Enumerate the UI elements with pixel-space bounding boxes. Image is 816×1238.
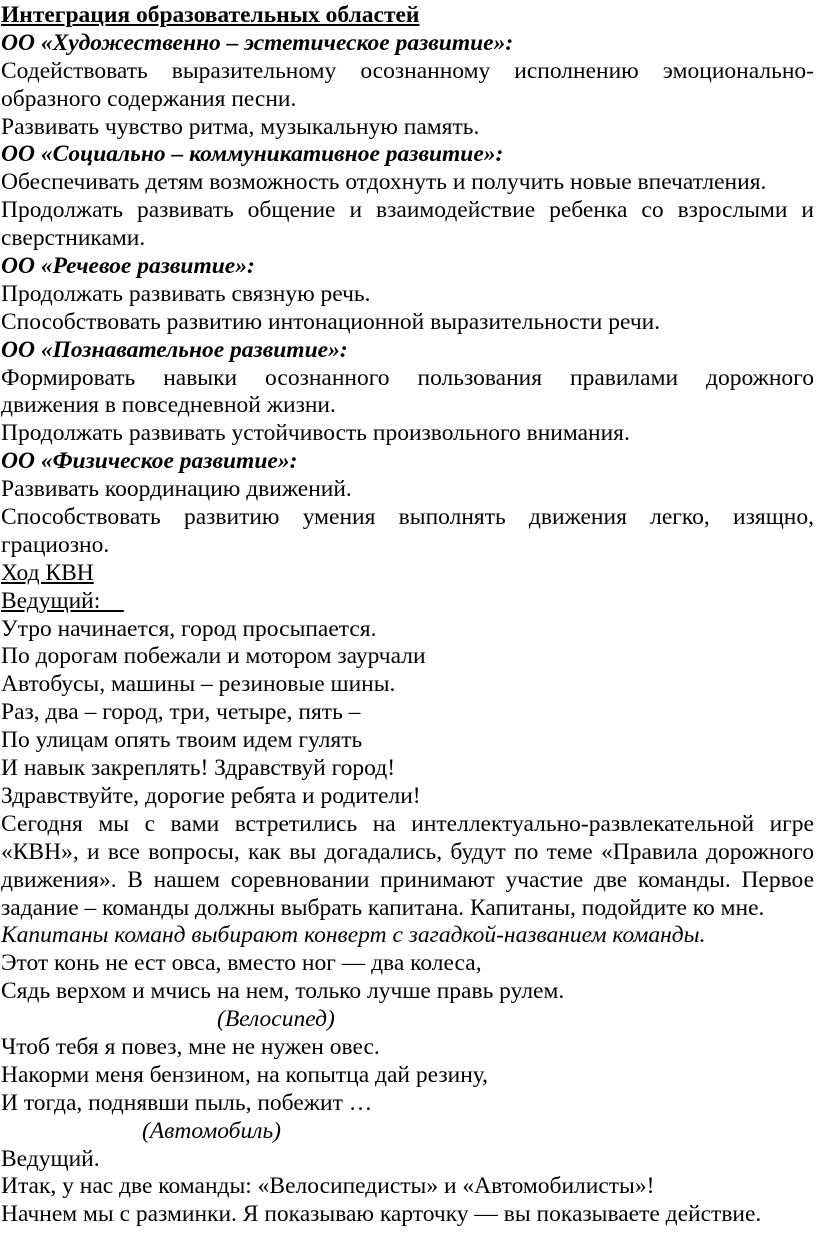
poem-line: По дорогам побежали и мотором заурчали bbox=[1, 643, 426, 670]
paragraph-line: Продолжать развивать общение и взаимодействие ребенка со взрослыми и bbox=[1, 197, 814, 224]
paragraph-line: задание – команды должны выбрать капитана. Капитаны, подойдите ко мне. bbox=[1, 894, 765, 921]
paragraph-line: Продолжать развивать устойчивость произвольного внимания. bbox=[1, 420, 630, 447]
riddle-answer: (Велосипед) bbox=[217, 1006, 335, 1033]
paragraph-line: Способствовать развитию интонационной выразительности речи. bbox=[1, 308, 661, 335]
paragraph-line: Развивать чувство ритма, музыкальную память. bbox=[1, 113, 480, 140]
riddle-line: Сядь верхом и мчись на нем, только лучше правь рулем. bbox=[1, 978, 565, 1005]
poem-line: И навык закреплять! Здравствуй город! bbox=[1, 755, 396, 782]
paragraph-line: Развивать координацию движений. bbox=[1, 476, 352, 503]
course-heading-line bbox=[1, 560, 814, 588]
riddle-answer: (Автомобиль) bbox=[142, 1117, 281, 1144]
paragraph-line: Начнем мы с разминки. Я показываю карточку — вы показываете действие. bbox=[1, 1201, 762, 1228]
course-title: Ход КВН bbox=[1, 559, 94, 586]
paragraph-line: образного содержания песни. bbox=[1, 85, 297, 112]
section-heading-social: ОО «Социально – коммуникативное развитие»: bbox=[1, 141, 504, 168]
paragraph-line: «КВН», и все вопросы, как вы догадались, будут по теме «Правила дорожного bbox=[1, 838, 814, 865]
paragraph-line: сверстниками. bbox=[1, 225, 146, 252]
paragraph-line: Способствовать развитию умения выполнять движения легко, изящно, bbox=[1, 504, 814, 531]
paragraph-line: Продолжать развивать связную речь. bbox=[1, 280, 371, 307]
paragraph-line: движения». В нашем соревновании принимают участие две команды. Первое bbox=[1, 866, 814, 893]
section-heading-physical: ОО «Физическое развитие»: bbox=[1, 448, 298, 475]
stage-direction: Капитаны команд выбирают конверт с загадкой-названием команды. bbox=[1, 922, 706, 949]
poem-line: Автобусы, машины – резиновые шины. bbox=[1, 671, 396, 698]
paragraph-line: движения в повседневной жизни. bbox=[1, 392, 336, 419]
paragraph-line: Содействовать выразительному осознанному исполнению эмоционально- bbox=[1, 57, 814, 84]
host-line bbox=[1, 588, 814, 616]
section-heading-art: ОО «Художественно – эстетическое развитие»: bbox=[1, 29, 514, 56]
paragraph-line: Обеспечивать детям возможность отдохнуть и получить новые впечатления. bbox=[1, 169, 767, 196]
paragraph-line: Итак, у нас две команды: «Велосипедисты» и «Автомобилисты»! bbox=[1, 1173, 655, 1200]
riddle-line: Чтоб тебя я повез, мне не нужен овес. bbox=[1, 1033, 380, 1060]
riddle-line: Этот конь не ест овса, вместо ног — два колеса, bbox=[1, 950, 482, 977]
section-heading-speech: ОО «Речевое развитие»: bbox=[1, 253, 255, 280]
host-label-2: Ведущий. bbox=[1, 1145, 100, 1172]
paragraph-line: Формировать навыки осознанного пользования правилами дорожного bbox=[1, 364, 814, 391]
greeting-line: Здравствуйте, дорогие ребята и родители! bbox=[1, 782, 421, 809]
riddle-line: Накорми меня бензином, на копытца дай резину, bbox=[1, 1061, 489, 1088]
document-title: Интеграция образовательных областей bbox=[1, 2, 420, 28]
poem-line: Утро начинается, город просыпается. bbox=[1, 615, 377, 642]
section-heading-cognitive: ОО «Познавательное развитие»: bbox=[1, 336, 348, 363]
riddle-line: И тогда, поднявши пыль, побежит … bbox=[1, 1089, 373, 1116]
paragraph-line: грациозно. bbox=[1, 531, 110, 558]
poem-line: По улицам опять твоим идем гулять bbox=[1, 727, 363, 754]
poem-line: Раз, два – город, три, четыре, пять – bbox=[1, 699, 361, 726]
paragraph-line: Сегодня мы с вами встретились на интеллектуально-развлекательной игре bbox=[1, 810, 814, 837]
host-label: Ведущий: bbox=[1, 587, 124, 614]
